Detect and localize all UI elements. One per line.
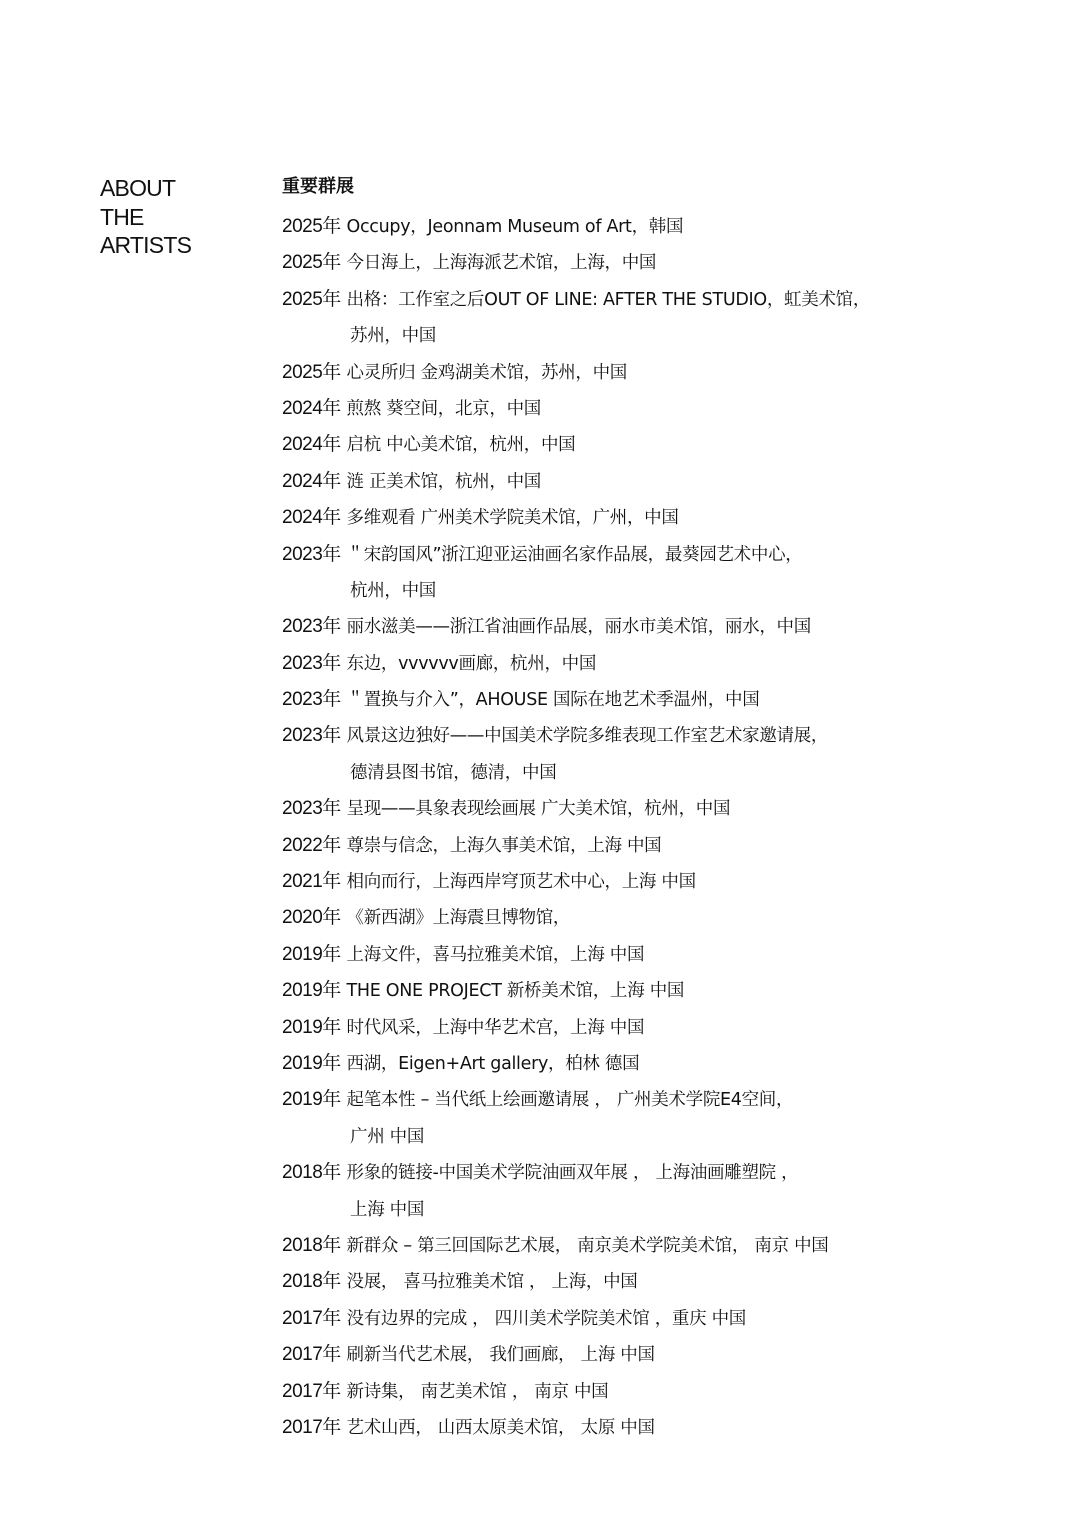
entry-year: 2019年: [282, 943, 341, 965]
exhibition-entry: [282, 209, 1002, 245]
exhibition-entry: [282, 1155, 1002, 1228]
exhibition-entry: [282, 245, 1002, 281]
entry-text: 艺术山西， 山西太原美术馆， 太原 中国: [346, 1417, 655, 1438]
entry-text: 丽水滋美——浙江省油画作品展，丽水市美术馆，丽水，中国: [346, 617, 811, 638]
entry-line: [282, 682, 1002, 718]
entry-text: 上海文件，喜马拉雅美术馆，上海 中国: [346, 944, 645, 965]
entry-line: [282, 464, 1002, 500]
entry-line: [282, 391, 1002, 427]
entry-year: 2024年: [282, 397, 341, 419]
entry-line: [282, 864, 1002, 900]
entry-text: 今日海上，上海海派艺术馆，上海，中国: [346, 253, 657, 274]
entry-text: 启杭 中心美术馆，杭州，中国: [346, 435, 576, 456]
entry-year: 2017年: [282, 1380, 341, 1402]
entry-year: 2020年: [282, 907, 341, 929]
entry-text: 苏州，中国: [350, 326, 436, 347]
entry-text: 时代风采，上海中华艺术宫，上海 中国: [346, 1017, 645, 1038]
entry-line: [282, 209, 1002, 245]
exhibition-entry: [282, 500, 1002, 536]
exhibition-entry: [282, 609, 1002, 645]
entry-year: 2019年: [282, 1052, 341, 1074]
entry-line: [282, 500, 1002, 536]
entry-continuation-line: [282, 318, 1002, 354]
entry-text: 刷新当代艺术展， 我们画廊， 上海 中国: [346, 1345, 655, 1366]
entry-text: 尊崇与信念，上海久事美术馆，上海 中国: [346, 835, 662, 856]
entry-year: 2023年: [282, 652, 341, 674]
entry-text: 没有边界的完成 ， 四川美术学院美术馆 ，重庆 中国: [346, 1308, 746, 1329]
exhibition-entry: [282, 828, 1002, 864]
exhibition-entry: [282, 282, 1002, 355]
entry-year: 2024年: [282, 470, 341, 492]
entry-year: 2017年: [282, 1307, 341, 1329]
entry-text: 上海 中国: [350, 1199, 425, 1220]
entry-line: [282, 646, 1002, 682]
entry-text: ＂置换与介入”，AHOUSE 国际在地艺术季温州，中国: [346, 690, 760, 711]
exhibition-entry: [282, 464, 1002, 500]
entry-text: 煎熬 葵空间，北京，中国: [346, 398, 541, 419]
entry-line: [282, 1410, 1002, 1446]
entry-year: 2019年: [282, 1016, 341, 1038]
exhibition-list: [282, 173, 1002, 1446]
entry-text: 相向而行，上海西岸穹顶艺术中心，上海 中国: [346, 872, 696, 893]
title-line: ABOUT: [100, 175, 176, 201]
exhibition-entry: [282, 1410, 1002, 1446]
exhibition-entry: [282, 1374, 1002, 1410]
entry-year: 2025年: [282, 252, 341, 274]
entry-text: 《新西湖》上海震旦博物馆，: [346, 908, 571, 929]
title-line: ARTISTS: [100, 232, 192, 258]
entry-line: [282, 609, 1002, 645]
exhibition-entry: [282, 1301, 1002, 1337]
exhibition-entry: [282, 791, 1002, 827]
entry-text: 心灵所归 金鸡湖美术馆，苏州，中国: [346, 362, 627, 383]
entry-year: 2023年: [282, 543, 341, 565]
entry-year: 2018年: [282, 1234, 341, 1256]
entry-line: [282, 718, 1002, 754]
entry-line: [282, 1264, 1002, 1300]
entry-line: [282, 1301, 1002, 1337]
entry-text: THE ONE PROJECT 新桥美术馆，上海 中国: [346, 981, 685, 1002]
entry-continuation-line: [282, 755, 1002, 791]
section-heading: 重要群展: [282, 176, 354, 197]
exhibition-entry: [282, 391, 1002, 427]
entry-year: 2025年: [282, 216, 341, 237]
about-the-artists-title: [100, 174, 191, 260]
entry-text: Occupy，Jeonnam Museum of Art，韩国: [346, 217, 684, 237]
entry-year: 2023年: [282, 798, 341, 820]
entry-year: 2017年: [282, 1344, 341, 1366]
entry-year: 2023年: [282, 725, 341, 747]
entry-year: 2023年: [282, 689, 341, 711]
entry-text: 东边，vvvvvv画廊，杭州，中国: [346, 653, 597, 674]
entry-year: 2019年: [282, 980, 341, 1002]
exhibition-entry: [282, 973, 1002, 1009]
entry-line: [282, 1010, 1002, 1046]
exhibition-entry: [282, 937, 1002, 973]
entry-text: 呈现——具象表现绘画展 广大美术馆，杭州，中国: [346, 799, 731, 820]
entry-year: 2022年: [282, 834, 341, 856]
entry-line: [282, 1337, 1002, 1373]
entry-text: 没展， 喜马拉雅美术馆 ， 上海，中国: [346, 1272, 638, 1293]
exhibition-entry: [282, 646, 1002, 682]
entry-line: [282, 427, 1002, 463]
exhibition-entry: [282, 1010, 1002, 1046]
entry-year: 2024年: [282, 507, 341, 529]
entry-text: 新群众 – 第三回国际艺术展， 南京美术学院美术馆， 南京 中国: [346, 1235, 829, 1256]
entry-year: 2021年: [282, 871, 341, 893]
entry-line: [282, 791, 1002, 827]
entry-line: [282, 1082, 1002, 1118]
entry-text: 起笔本性 – 当代纸上绘画邀请展 ， 广州美术学院E4空间，: [346, 1090, 794, 1111]
exhibition-entry: [282, 355, 1002, 391]
entry-line: [282, 973, 1002, 1009]
entry-line: [282, 1155, 1002, 1191]
exhibition-entry: [282, 718, 1002, 791]
entry-text: 新诗集， 南艺美术馆 ， 南京 中国: [346, 1381, 609, 1402]
entry-line: [282, 1228, 1002, 1264]
exhibition-entry: [282, 1264, 1002, 1300]
entry-line: [282, 355, 1002, 391]
entry-text: 形象的链接-中国美术学院油画双年展 ， 上海油画雕塑院 ，: [346, 1163, 799, 1184]
entry-year: 2025年: [282, 288, 341, 310]
entry-text: 西湖，Eigen+Art gallery，柏林 德国: [346, 1053, 640, 1074]
entry-line: [282, 828, 1002, 864]
entry-line: [282, 900, 1002, 936]
entry-year: 2024年: [282, 434, 341, 456]
entry-text: 涟 正美术馆，杭州，中国: [346, 471, 541, 492]
entry-line: [282, 245, 1002, 281]
entry-line: [282, 1374, 1002, 1410]
exhibition-entry: [282, 864, 1002, 900]
entry-continuation-line: [282, 1192, 1002, 1228]
exhibition-entry: [282, 1082, 1002, 1155]
title-line: THE: [100, 203, 144, 230]
exhibition-entry: [282, 427, 1002, 463]
entry-year: 2018年: [282, 1162, 341, 1184]
entry-text: 风景这边独好——中国美术学院多维表现工作室艺术家邀请展，: [346, 726, 829, 747]
entry-continuation-line: [282, 573, 1002, 609]
entry-text: 多维观看 广州美术学院美术馆，广州，中国: [346, 508, 679, 529]
entry-text: ＂宋韵国风”浙江迎亚运油画名家作品展，最葵园艺术中心，: [346, 544, 803, 565]
entry-year: 2023年: [282, 616, 341, 638]
entry-year: 2018年: [282, 1271, 341, 1293]
entry-text: 广州 中国: [350, 1126, 425, 1147]
exhibition-entry: [282, 537, 1002, 610]
entry-continuation-line: [282, 1119, 1002, 1155]
entry-line: [282, 537, 1002, 573]
entry-line: [282, 937, 1002, 973]
exhibition-entry: [282, 682, 1002, 718]
entry-year: 2025年: [282, 361, 341, 383]
entries-container: [282, 209, 1002, 1446]
entry-line: [282, 282, 1002, 318]
exhibition-entry: [282, 1337, 1002, 1373]
entry-year: 2019年: [282, 1089, 341, 1111]
exhibition-entry: [282, 1046, 1002, 1082]
entry-text: 杭州，中国: [350, 580, 436, 601]
exhibition-entry: [282, 1228, 1002, 1264]
exhibition-entry: [282, 900, 1002, 936]
entry-year: 2017年: [282, 1416, 341, 1438]
entry-text: 德清县图书馆，德清，中国: [350, 762, 557, 783]
entry-text: 出格：工作室之后OUT OF LINE: AFTER THE STUDIO，虹美术馆，: [346, 289, 871, 310]
entry-line: [282, 1046, 1002, 1082]
